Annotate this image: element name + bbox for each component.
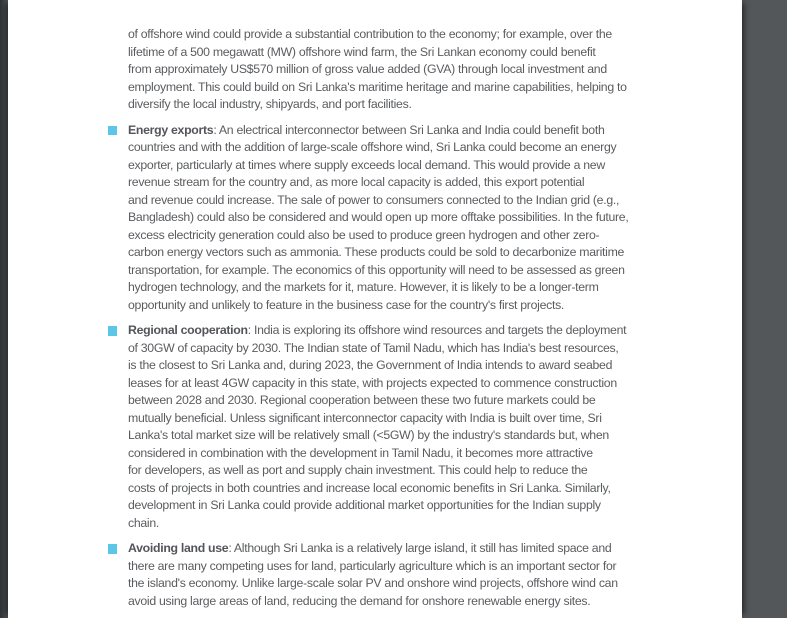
text-line: costs of projects in both countries and increase local economic benefits in Sri Lanka. Similarly, bbox=[128, 480, 611, 495]
text-line: transportation, for example. The economics of this opportunity will need to be assessed as green bbox=[128, 262, 625, 277]
text-line bbox=[128, 322, 628, 340]
text-line: considered in combination with the development in Tamil Nadu, it becomes more attractive bbox=[128, 445, 593, 460]
text-line: there are many competing uses for land, particularly agriculture which is an important sector for bbox=[128, 558, 617, 573]
text-line: is the closest to Sri Lanka and, during 2023, the Government of India intends to award seabed bbox=[128, 358, 613, 372]
text-line: between 2028 and 2030. Regional cooperation between these two future markets could be bbox=[128, 393, 596, 407]
text-line: development in Sri Lanka could provide additional market opportunities for the Indian supply bbox=[128, 498, 601, 512]
text-line: Bangladesh) could also be considered and would open up more offtake possibilities. In the future, bbox=[128, 210, 629, 224]
bullet-heading: Energy exports bbox=[128, 122, 214, 137]
document-page bbox=[8, 0, 742, 618]
bullet-square-icon bbox=[108, 326, 118, 336]
text-line: of offshore wind could provide a substantial contribution to the economy; for example, over the bbox=[128, 27, 612, 41]
text-line: countries and with the addition of large-scale offshore wind, Sri Lanka could become an energy bbox=[128, 140, 617, 154]
text-line: diversify the local industry, shipyards, and port facilities. bbox=[128, 97, 412, 111]
text-line: carbon energy vectors such as ammonia. These products could be sold to decarbonize maritime bbox=[128, 245, 625, 259]
text-line: leases for at least 4GW capacity in this state, with projects expected to commence construction bbox=[128, 375, 617, 390]
text-paragraph bbox=[128, 26, 628, 114]
bullet-section bbox=[128, 322, 628, 532]
document-content bbox=[128, 26, 628, 618]
text-line: and revenue could increase. The sale of power to consumers connected to the Indian grid (e.g., bbox=[128, 192, 620, 207]
bullet-heading: Regional cooperation bbox=[128, 323, 248, 337]
bullet-square-icon bbox=[108, 544, 118, 554]
text-run: : Although Sri Lanka is a relatively large island, it still has limited space and bbox=[228, 541, 612, 555]
text-line: the island's economy. Unlike large-scale solar PV and onshore wind projects, offshore wind can bbox=[128, 576, 618, 590]
bullet-section bbox=[128, 122, 628, 315]
text-line: mutually beneficial. Unless significant interconnector capacity with India is built over time, Sri bbox=[128, 410, 602, 425]
text-run: : India is exploring its offshore wind resources and targets the deployment bbox=[247, 323, 627, 337]
bullet-heading: Avoiding land use bbox=[128, 541, 229, 555]
text-run: : An electrical interconnector between Sri Lanka and India could benefit both bbox=[213, 122, 605, 137]
text-line: from approximately US$570 million of gross value added (GVA) through local investment and bbox=[128, 62, 607, 76]
text-line: exporter, particularly at times where supply exceeds local demand. This would provide a new bbox=[128, 157, 605, 172]
text-line bbox=[128, 540, 628, 558]
text-line: for developers, as well as port and supply chain investment. This could help to reduce the bbox=[128, 463, 588, 477]
text-line: of 30GW of capacity by 2030. The Indian state of Tamil Nadu, which has India's best resources, bbox=[128, 340, 619, 355]
text-line: opportunity and unlikely to feature in the business case for the country's first projects. bbox=[128, 297, 565, 312]
bullet-section bbox=[128, 540, 628, 610]
text-line: revenue stream for the country and, as more local capacity is added, this export potential bbox=[128, 175, 585, 189]
text-line bbox=[128, 122, 628, 140]
text-line: employment. This could build on Sri Lanka's maritime heritage and marine capabilities, helping to bbox=[128, 79, 627, 94]
text-line: hydrogen technology, and the markets for it, mature. However, it is likely to be a longer-term bbox=[128, 280, 599, 294]
text-line: excess electricity generation could also be used to produce green hydrogen and other zero- bbox=[128, 227, 600, 242]
text-line: chain. bbox=[128, 515, 160, 530]
text-line: avoid using large areas of land, reducing the demand for onshore renewable energy sites. bbox=[128, 593, 591, 608]
text-line: lifetime of a 500 megawatt (MW) offshore wind farm, the Sri Lankan economy could benefit bbox=[128, 44, 596, 59]
text-line: Lanka's total market size will be relatively small (<5GW) by the industry's standards but, when bbox=[128, 428, 609, 442]
bullet-square-icon bbox=[108, 126, 118, 136]
